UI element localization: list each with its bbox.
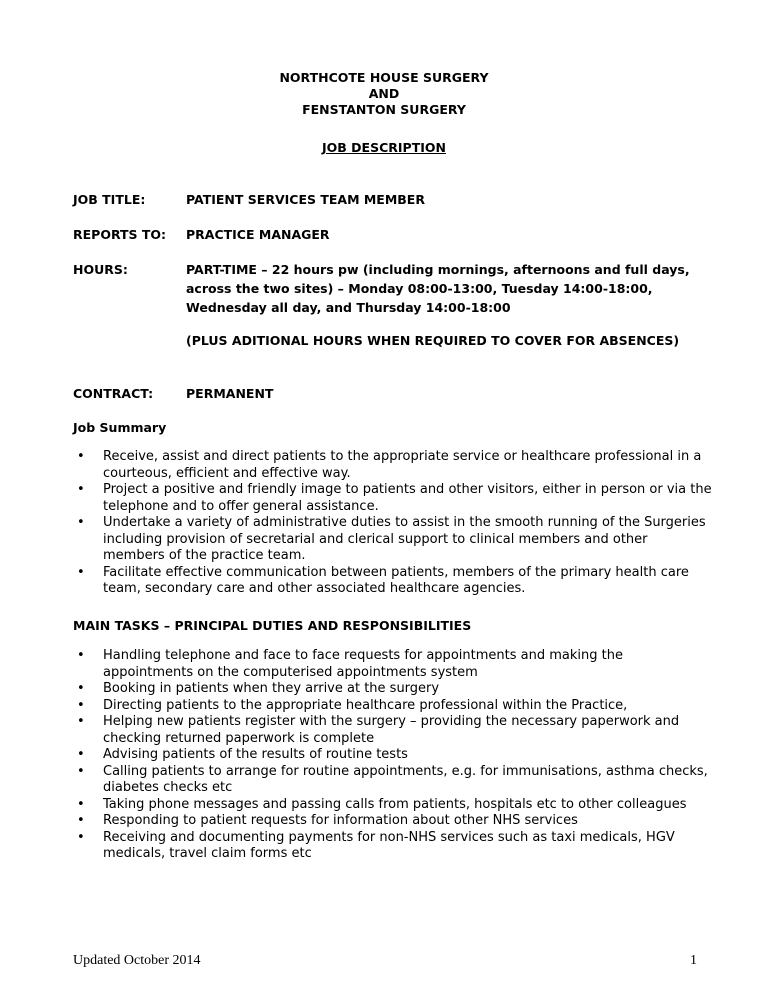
- list-item: • Taking phone messages and passing calls from patients, hospitals etc to other colleagues: [73, 797, 713, 814]
- list-item: • Helping new patients register with the surgery – providing the necessary paperwork and checking returned paperwork is complete: [73, 714, 713, 747]
- hours-value: PART-TIME – 22 hours pw (including mornings, afternoons and full days, across the two sites) – Monday 08:00-13:00, Tuesday 14:00-18:00, Wednesday all day, and Thursday 14:00-18:00: [186, 262, 690, 315]
- updated-date: Updated October 2014: [73, 953, 201, 968]
- job-title-value: PATIENT SERVICES TEAM MEMBER: [186, 192, 425, 207]
- practice-name-line3: FENSTANTON SURGERY: [302, 102, 466, 117]
- list-item: • Facilitate effective communication between patients, members of the primary health care team, secondary care and other associated healthcare agencies.: [73, 565, 713, 598]
- contract-label: CONTRACT:: [73, 386, 154, 401]
- list-item: • Calling patients to arrange for routine appointments, e.g. for immunisations, asthma checks, diabetes checks etc: [73, 764, 713, 797]
- list-item: • Receive, assist and direct patients to the appropriate service or healthcare professional in a courteous, efficient and effective way.: [73, 449, 713, 482]
- job-title-label: JOB TITLE:: [73, 192, 146, 207]
- list-item: • Project a positive and friendly image to patients and other visitors, either in person or via the telephone and to offer general assistance.: [73, 482, 713, 515]
- list-item: • Responding to patient requests for information about other NHS services: [73, 813, 713, 830]
- main-tasks-list: [73, 648, 713, 863]
- job-summary-title: Job Summary: [73, 420, 167, 435]
- main-tasks-title: MAIN TASKS – PRINCIPAL DUTIES AND RESPONSIBILITIES: [73, 618, 472, 633]
- reports-to-label: REPORTS TO:: [73, 227, 167, 242]
- list-item: • Undertake a variety of administrative duties to assist in the smooth running of the Surgeries including provision of secretarial and clerical support to clinical members and other members of the practice team.: [73, 515, 713, 565]
- document-title: JOB DESCRIPTION: [322, 140, 446, 155]
- reports-to-value: PRACTICE MANAGER: [186, 227, 330, 242]
- page-number: 1: [690, 953, 697, 968]
- contract-value: PERMANENT: [186, 386, 274, 401]
- practice-name-line2: AND: [368, 86, 400, 101]
- list-item: • Booking in patients when they arrive at the surgery: [73, 681, 713, 698]
- list-item: • Receiving and documenting payments for non-NHS services such as taxi medicals, HGV medicals, travel claim forms etc: [73, 830, 713, 863]
- practice-name-line1: NORTHCOTE HOUSE SURGERY: [279, 70, 489, 85]
- list-item: • Advising patients of the results of routine tests: [73, 747, 713, 764]
- list-item: • Handling telephone and face to face requests for appointments and making the appointments on the computerised appointments system: [73, 648, 713, 681]
- hours-note: (PLUS ADITIONAL HOURS WHEN REQUIRED TO COVER FOR ABSENCES): [186, 333, 680, 348]
- list-item: • Directing patients to the appropriate healthcare professional within the Practice,: [73, 698, 713, 715]
- job-summary-list: [73, 449, 713, 598]
- hours-label: HOURS:: [73, 262, 128, 277]
